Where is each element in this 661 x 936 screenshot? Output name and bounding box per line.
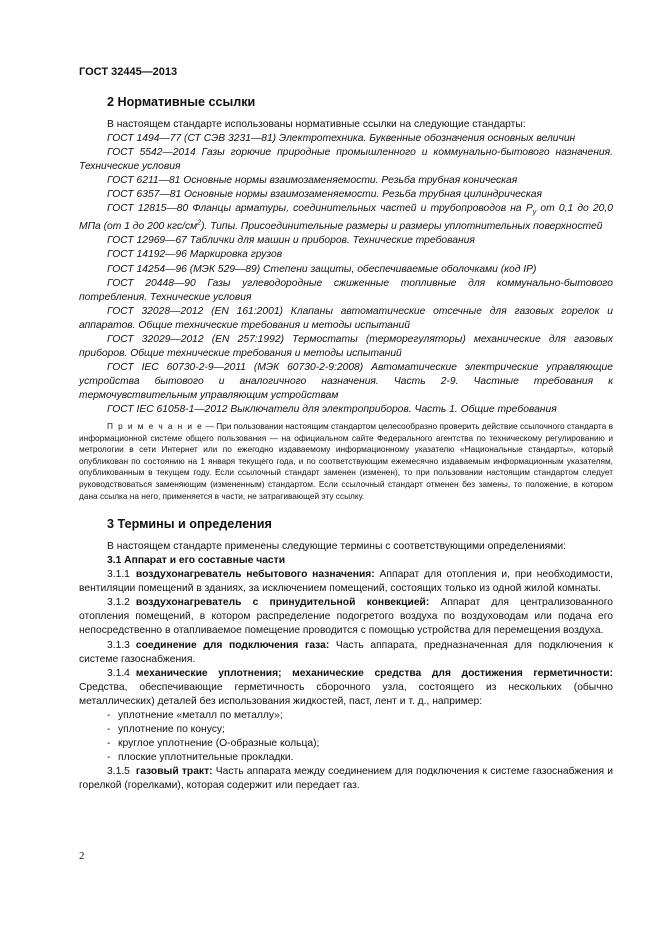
list-item-text: круглое уплотнение (О-образные кольца); bbox=[118, 737, 320, 749]
ref-12815-subscript: у bbox=[532, 209, 537, 217]
term-definition: Средства, обеспечивающие герметичность сборочного узла, состоящего из нескольких (обычно металлических) деталей без использования жидкостей, паст, лент и т. д., например: bbox=[79, 681, 613, 707]
term-name: механические уплотнения; механические средства для достижения герметичности: bbox=[135, 667, 613, 679]
reference-item: ГОСТ IEC 60730-2-9—2011 (МЭК 60730-2-9:2008) Автоматические электрические управляющие устройства бытового и аналогичного назначения. Часть 2-9. Частные требования к термочувствительным управляющим устройствам bbox=[79, 361, 613, 401]
term-definition: Аппарат для централизованного отопления помещений, в котором распределение подогретого воздуха по воздуховодам или подача его непосредственно в отапливаемое помещение проводится с помощью устройства для перемещения воздуха. bbox=[79, 597, 613, 637]
term-definition: Часть аппарата, предназначенная для подключения к системе газоснабжения. bbox=[79, 639, 614, 665]
reference-item: ГОСТ 6357—81 Основные нормы взаимозаменяемости. Резьба трубная цилиндрическая bbox=[107, 189, 542, 201]
reference-item: ГОСТ 14192—96 Маркировка грузов bbox=[107, 249, 283, 261]
section-2-intro: В настоящем стандарте использованы нормативные ссылки на следующие стандарты: bbox=[107, 119, 526, 130]
list-dash: - bbox=[107, 751, 111, 763]
term-name: газовый тракт: bbox=[135, 765, 213, 777]
ref-12815-part-a: ГОСТ 12815—80 Фланцы арматуры, соединительных частей и трубопроводов на P bbox=[107, 203, 533, 215]
reference-item: ГОСТ 1494—77 (СТ СЭВ 3231—81) Электротехника. Буквенные обозначения основных величин bbox=[107, 133, 576, 145]
page-number: 2 bbox=[79, 850, 85, 862]
term-number: 3.1.2 bbox=[107, 597, 130, 609]
term-3-1-3 bbox=[79, 639, 613, 667]
list-item bbox=[107, 737, 613, 751]
term-definition: Аппарат для отопления и, при необходимости, вентиляции помещений в зданиях, за исключением помещений, состоящих только из одной жилой комнаты. bbox=[79, 569, 613, 595]
ref-12815-part-c: ). Типы. Присоединительные размеры и размеры уплотнительных поверхностей bbox=[201, 221, 603, 233]
term-definition: Часть аппарата между соединением для подключения к системе газоснабжения и горелкой (горелками), которая содержит или передает газ. bbox=[79, 765, 613, 791]
term-name: соединение для подключения газа: bbox=[135, 639, 330, 651]
standard-header: ГОСТ 32445—2013 bbox=[79, 66, 178, 78]
reference-item: ГОСТ 12969—67 Таблички для машин и приборов. Технические требования bbox=[107, 235, 475, 247]
ref-12815-superscript: 2 bbox=[197, 219, 202, 227]
list-item-text: уплотнение по конусу; bbox=[118, 723, 225, 735]
list-item bbox=[107, 751, 613, 765]
note-text: — При пользовании настоящим стандартом целесообразно проверить действие ссылочного стандарта в информационной системе общего пользования — на официальном сайте Федерального агентства по техническому регулированию и метрологии в сети Интернет или по ежегодно издаваемому информационному указателю «Национальные стандарты», который опубликован по состоянию на 1 января текущего года, и по соответствующим ежемесячно издаваемым информационным указателям, опубликованным в текущем году. Если ссылочный стандарт заменен (изменен), то при пользовании настоящим стандартом следует руководствоваться заменяющим (измененным) стандартом. Если ссылочный стандарт отменен без замены, то положение, в котором дана ссылка на него, применяется в части, не затрагивающей эту ссылку. bbox=[79, 421, 613, 501]
list-item bbox=[107, 709, 613, 723]
term-number: 3.1.4 bbox=[107, 667, 130, 679]
term-number: 3.1.5 bbox=[107, 765, 130, 777]
ref-12815-part-b: от 0,1 до 20,0 МПа (от 1 до 200 кгс/см bbox=[79, 203, 613, 233]
term-3-1-5 bbox=[79, 765, 613, 793]
list-item bbox=[107, 723, 613, 737]
term-name: воздухонагреватель с принудительной конвекцией: bbox=[135, 597, 430, 609]
section-2-heading: 2 Нормативные ссылки bbox=[107, 95, 256, 109]
term-3-1-2 bbox=[79, 596, 613, 638]
list-dash: - bbox=[107, 737, 111, 749]
note-label: П р и м е ч а н и е bbox=[107, 421, 204, 432]
reference-item: ГОСТ 14254—96 (МЭК 529—89) Степени защиты, обеспечиваемые оболочками (код IP) bbox=[107, 263, 537, 275]
term-name: воздухонагреватель небытового назначения: bbox=[135, 569, 375, 581]
reference-item-gost-12815 bbox=[79, 202, 613, 234]
list-dash: - bbox=[107, 709, 111, 721]
list-dash: - bbox=[107, 723, 111, 735]
reference-item: ГОСТ 5542—2014 Газы горючие природные промышленного и коммунально-бытового назначения. Технические условия bbox=[79, 147, 613, 173]
list-item-text: плоские уплотнительные прокладки. bbox=[118, 751, 294, 763]
section-3-heading: 3 Термины и определения bbox=[107, 517, 272, 532]
reference-item: ГОСТ 32029—2012 (EN 257:1992) Термостаты (терморегуляторы) механические для газовых приборов. Общие технические требования и методы испытаний bbox=[79, 333, 613, 359]
term-number: 3.1.3 bbox=[107, 639, 130, 651]
term-3-1-4 bbox=[79, 667, 613, 709]
term-3-1-1 bbox=[79, 568, 613, 596]
term-number: 3.1.1 bbox=[107, 569, 130, 581]
reference-item: ГОСТ 32028—2012 (EN 161:2001) Клапаны автоматические отсечные для газовых горелок и аппаратов. Общие технические требования и методы испытаний bbox=[79, 305, 613, 331]
list-item-text: уплотнение «металл по металлу»; bbox=[118, 709, 283, 721]
page-content bbox=[79, 94, 613, 793]
reference-item: ГОСТ 6211—81 Основные нормы взаимозаменяемости. Резьба трубная коническая bbox=[107, 175, 518, 187]
note-paragraph bbox=[79, 421, 613, 502]
subsection-3-1-heading: 3.1 Аппарат и его составные части bbox=[107, 555, 286, 567]
section-3-intro: В настоящем стандарте применены следующие термины с соответствующими определениями: bbox=[107, 541, 567, 553]
reference-item: ГОСТ 20448—90 Газы углеводородные сжиженные топливные для коммунально-бытового потребления. Технические условия bbox=[79, 277, 613, 303]
reference-item: ГОСТ IEC 61058-1—2012 Выключатели для электроприборов. Часть 1. Общие требования bbox=[107, 403, 557, 415]
